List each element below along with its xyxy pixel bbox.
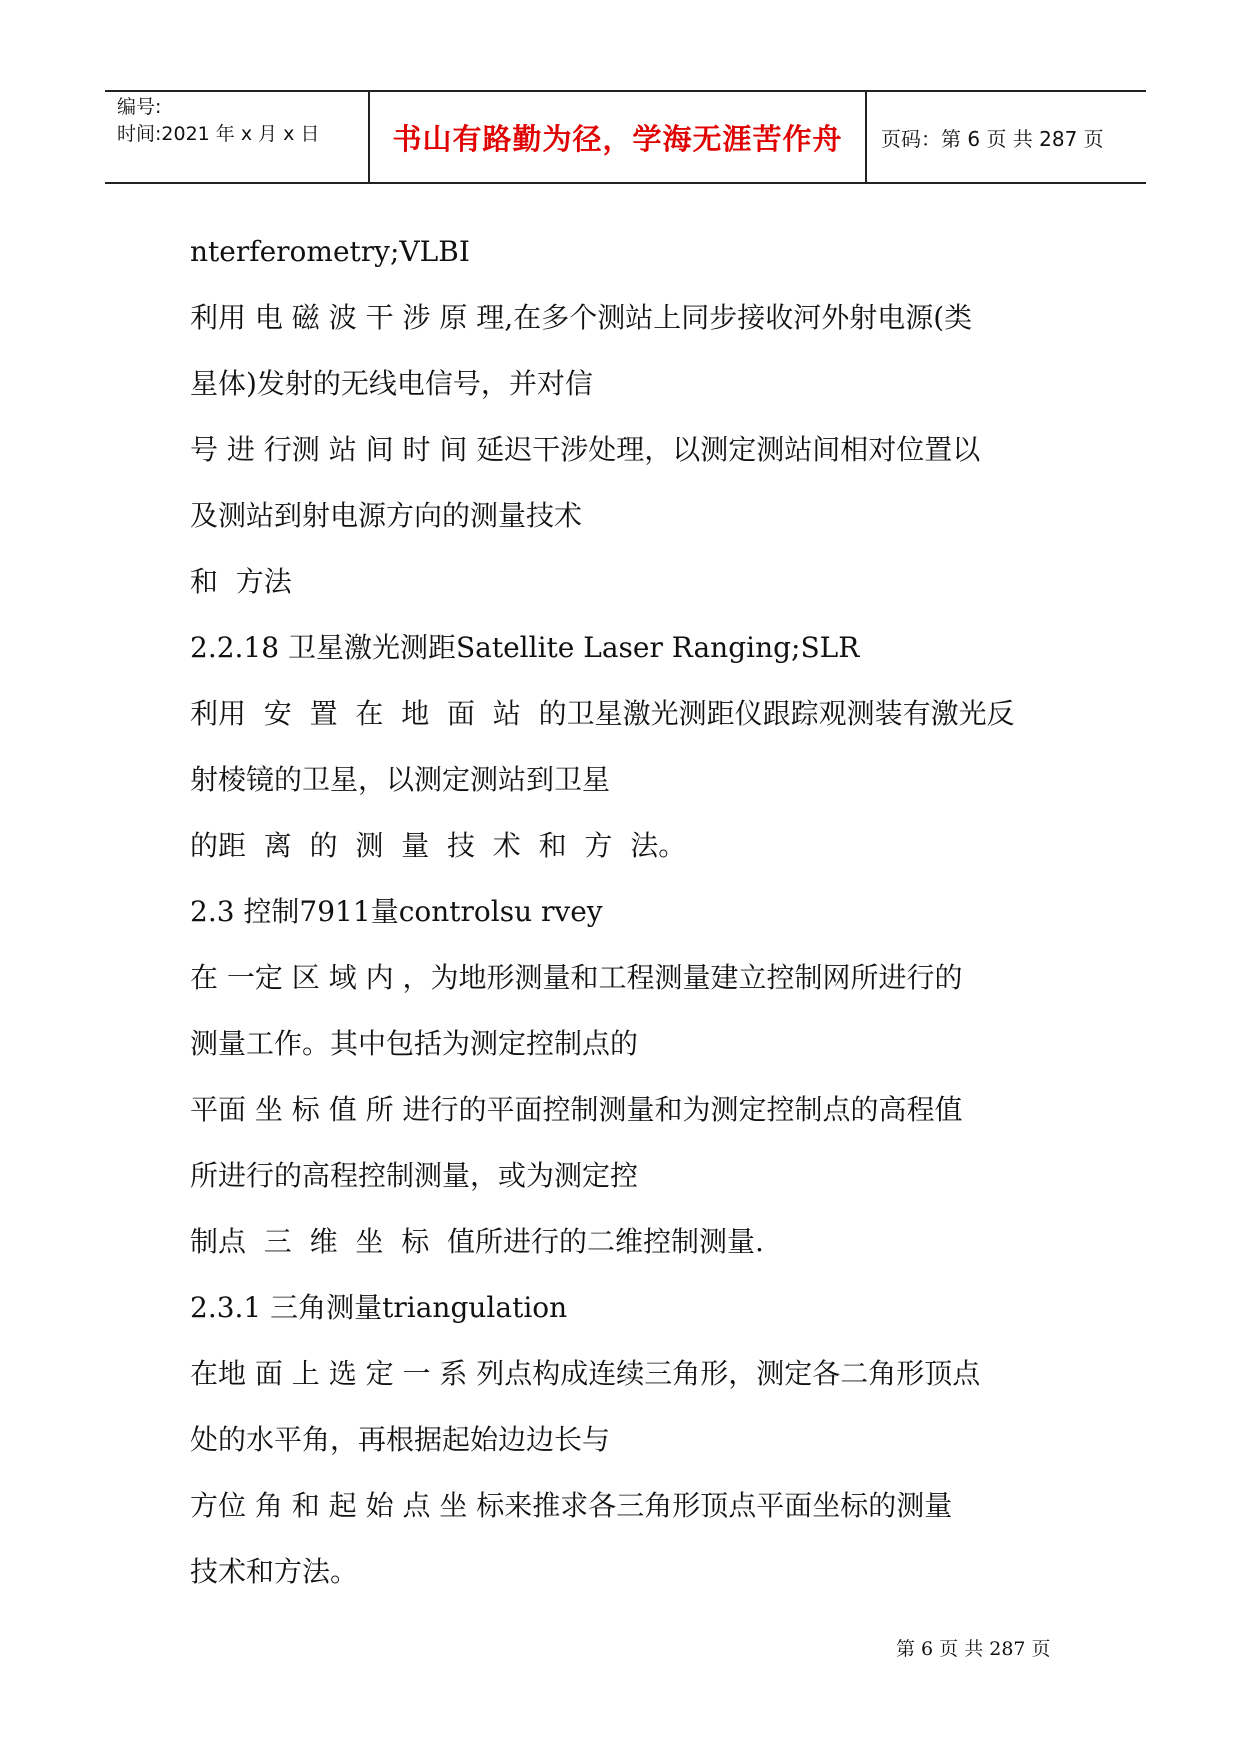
text-line: 星体)发射的无线电信号，并对信	[190, 367, 593, 400]
section-heading: 2.2.18 卫星激光测距Satellite Laser Ranging;SLR	[190, 631, 860, 664]
text-line: 方位 角 和 起 始 点 坐 标来推求各三角形顶点平面坐标的测量	[190, 1489, 953, 1522]
text-line: 在地 面 上 选 定 一 系 列点构成连续三角形，测定各二角形顶点	[190, 1357, 981, 1390]
motto-text: 书山有路勤为径，学海无涯苦作舟	[392, 121, 843, 156]
document-body	[190, 219, 1070, 1605]
number-label: 编号:	[117, 96, 162, 118]
header-motto-cell	[370, 92, 867, 182]
page-footer: 第 6 页 共 287 页	[896, 1638, 1051, 1660]
text-line: 和 方法	[190, 565, 292, 598]
text-line: 号 进 行测 站 间 时 间 延迟干涉处理，以测定测站间相对位置以	[190, 433, 981, 466]
time-label: 时间:2021 年 x 月 x 日	[117, 123, 320, 145]
page-header	[105, 90, 1146, 184]
text-line: 的距 离 的 测 量 技 术 和 方 法。	[190, 829, 687, 862]
text-line: 在 一定 区 域 内 ，为地形测量和工程测量建立控制网所进行的	[190, 961, 963, 994]
header-info-cell	[105, 92, 370, 182]
text-line: 利用 电 磁 波 干 涉 原 理,在多个测站上同步接收河外射电源(类	[190, 301, 973, 334]
header-page-cell	[867, 92, 1146, 182]
text-line: 技术和方法。	[190, 1555, 359, 1588]
text-line: 所进行的高程控制测量，或为测定控	[190, 1159, 639, 1192]
text-line: 射棱镜的卫星，以测定测站到卫星	[190, 763, 611, 796]
text-line: 及测站到射电源方向的测量技术	[190, 499, 583, 532]
text-line: 制点 三 维 坐 标 值所进行的二维控制测量.	[190, 1225, 764, 1258]
text-line: 处的水平角，再根据起始边边长与	[190, 1423, 611, 1456]
text-line: nterferometry;VLBI	[190, 235, 470, 268]
text-line: 平面 坐 标 值 所 进行的平面控制测量和为测定控制点的高程值	[190, 1093, 963, 1126]
text-line: 测量工作。其中包括为测定控制点的	[190, 1027, 639, 1060]
section-heading: 2.3.1 三角测量triangulation	[190, 1291, 568, 1324]
section-heading: 2.3 控制7911量controlsu rvey	[190, 895, 603, 928]
page-code: 页码：第 6 页 共 287 页	[881, 126, 1104, 151]
text-line: 利用 安 置 在 地 面 站 的卫星激光测距仪跟踪观测装有激光反	[190, 697, 1015, 730]
